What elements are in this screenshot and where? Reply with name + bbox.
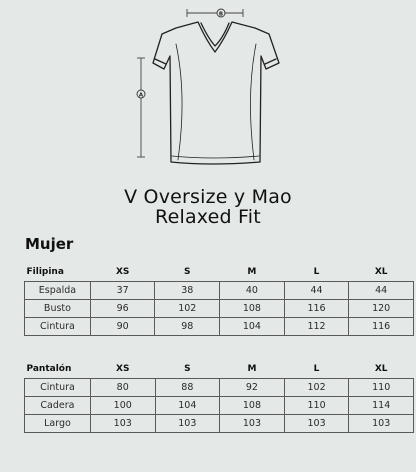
table-cell: 104	[220, 318, 285, 336]
table-cell: 103	[284, 415, 349, 433]
table-header-cell: XS	[115, 267, 130, 277]
table-row	[25, 397, 414, 415]
product-title-line2: Relaxed Fit	[155, 206, 261, 228]
table-cell: 116	[284, 300, 349, 318]
table-cell: 102	[155, 300, 220, 318]
row-label: Cintura	[25, 318, 91, 336]
table-header-cell: XL	[374, 267, 388, 277]
table-row	[25, 282, 414, 300]
table-cell: 108	[220, 300, 285, 318]
table-cell: 102	[284, 379, 349, 397]
table-row	[25, 300, 414, 318]
table-cell: 88	[155, 379, 220, 397]
row-label: Cadera	[25, 397, 91, 415]
table-header-cell: XL	[374, 364, 388, 374]
table-header-row	[25, 263, 414, 282]
table-header-cell: XS	[116, 364, 130, 374]
measure-a-line	[137, 58, 145, 157]
table-header-cell: S	[184, 364, 191, 374]
table-header-cell: M	[247, 364, 257, 374]
tshirt-diagram	[0, 0, 416, 175]
table-cell: 103	[90, 415, 155, 433]
table-cell: 38	[155, 282, 220, 300]
measure-b-line	[187, 9, 243, 17]
table-header-cell: M	[247, 267, 257, 277]
table-cell: 103	[349, 415, 414, 433]
row-label: Busto	[25, 300, 91, 318]
row-label: Espalda	[25, 282, 91, 300]
table-cell: 108	[220, 397, 285, 415]
table-cell: 104	[155, 397, 220, 415]
product-title-line1: V Oversize y Mao	[124, 186, 292, 208]
table-cell: 103	[220, 415, 285, 433]
table-header-cell: Filipina	[26, 267, 64, 277]
row-label: Largo	[25, 415, 91, 433]
table-cell: 80	[90, 379, 155, 397]
table-cell: 116	[349, 318, 414, 336]
table-cell: 114	[349, 397, 414, 415]
filipina-size-table	[24, 263, 414, 336]
table-header-cell: S	[184, 267, 191, 277]
table-cell: 110	[284, 397, 349, 415]
row-label: Cintura	[25, 379, 91, 397]
table-header-cell: L	[313, 364, 320, 374]
measure-a-label: A	[138, 92, 144, 99]
table-header-cell: L	[313, 267, 320, 277]
measure-b-label: B	[218, 11, 224, 18]
table-cell: 44	[284, 282, 349, 300]
table-cell: 98	[155, 318, 220, 336]
table-cell: 92	[220, 379, 285, 397]
table-row	[25, 379, 414, 397]
table-header-cell: Pantalón	[26, 364, 72, 374]
table-cell: 100	[90, 397, 155, 415]
table-row	[25, 318, 414, 336]
table-cell: 90	[90, 318, 155, 336]
table-cell: 112	[284, 318, 349, 336]
table-cell: 37	[90, 282, 155, 300]
section-title: Mujer	[25, 235, 74, 253]
table-cell: 44	[349, 282, 414, 300]
table-header-row	[25, 360, 414, 379]
table-row	[25, 415, 414, 433]
table-cell: 103	[155, 415, 220, 433]
pantalon-size-table	[24, 360, 414, 433]
table-cell: 120	[349, 300, 414, 318]
tshirt-outline	[153, 22, 279, 164]
table-cell: 110	[349, 379, 414, 397]
table-cell: 96	[90, 300, 155, 318]
table-cell: 40	[220, 282, 285, 300]
